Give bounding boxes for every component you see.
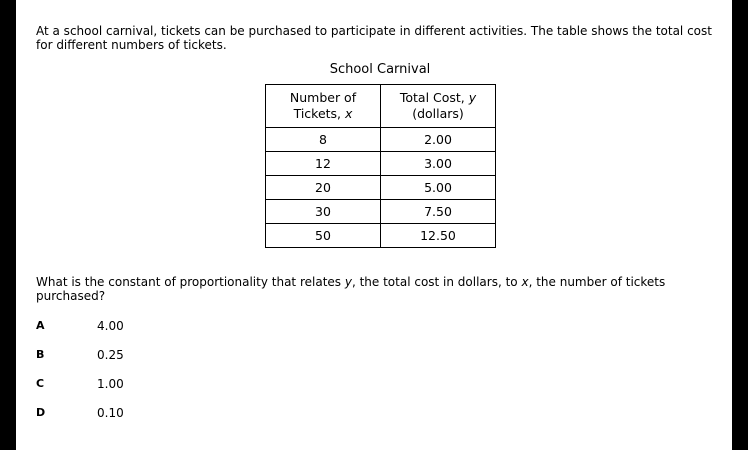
tickets-cell: 8 <box>266 128 381 152</box>
intro-text: At a school carnival, tickets can be purchased to participate in different activities. The table shows the total cost for different numbers of tickets. <box>36 24 712 52</box>
question-var-y: y <box>344 275 352 289</box>
worksheet-page <box>16 0 732 450</box>
cost-cell: 3.00 <box>381 152 496 176</box>
table-row <box>266 200 496 224</box>
tickets-cell: 12 <box>266 152 381 176</box>
question-var-x: x <box>521 275 529 289</box>
table-header-row <box>266 85 496 128</box>
cost-cell: 5.00 <box>381 176 496 200</box>
header-number-of-tickets <box>266 85 381 128</box>
header-cost-line1: Total Cost, <box>399 90 469 105</box>
header-tickets-line2: Tickets, <box>293 106 346 121</box>
choice-letter: C <box>36 377 45 390</box>
header-tickets-var: x <box>345 106 353 121</box>
choice-value: 1.00 <box>97 377 124 391</box>
choice-letter: A <box>36 319 45 332</box>
carnival-table <box>265 84 496 248</box>
table-row <box>266 152 496 176</box>
choice-letter: D <box>36 406 46 419</box>
choice-value: 4.00 <box>97 319 124 333</box>
cost-cell: 12.50 <box>381 224 496 248</box>
question-part3: , the number of tickets purchased? <box>36 275 666 303</box>
choice-value: 0.10 <box>97 406 124 420</box>
question-part2: , the total cost in dollars, to <box>351 275 522 289</box>
header-total-cost <box>381 85 496 128</box>
choice-letter: B <box>36 348 45 361</box>
tickets-cell: 50 <box>266 224 381 248</box>
header-cost-line2: (dollars) <box>412 106 464 121</box>
table-row <box>266 224 496 248</box>
question-part1: What is the constant of proportionality that relates <box>36 275 345 289</box>
tickets-cell: 30 <box>266 200 381 224</box>
tickets-cell: 20 <box>266 176 381 200</box>
header-tickets-line1: Number of <box>289 90 357 105</box>
cost-cell: 2.00 <box>381 128 496 152</box>
cost-cell: 7.50 <box>381 200 496 224</box>
question-text <box>36 275 726 303</box>
table-title: School Carnival <box>329 62 431 77</box>
choice-value: 0.25 <box>97 348 124 362</box>
table-row <box>266 176 496 200</box>
table-row <box>266 128 496 152</box>
header-cost-var: y <box>468 90 477 105</box>
